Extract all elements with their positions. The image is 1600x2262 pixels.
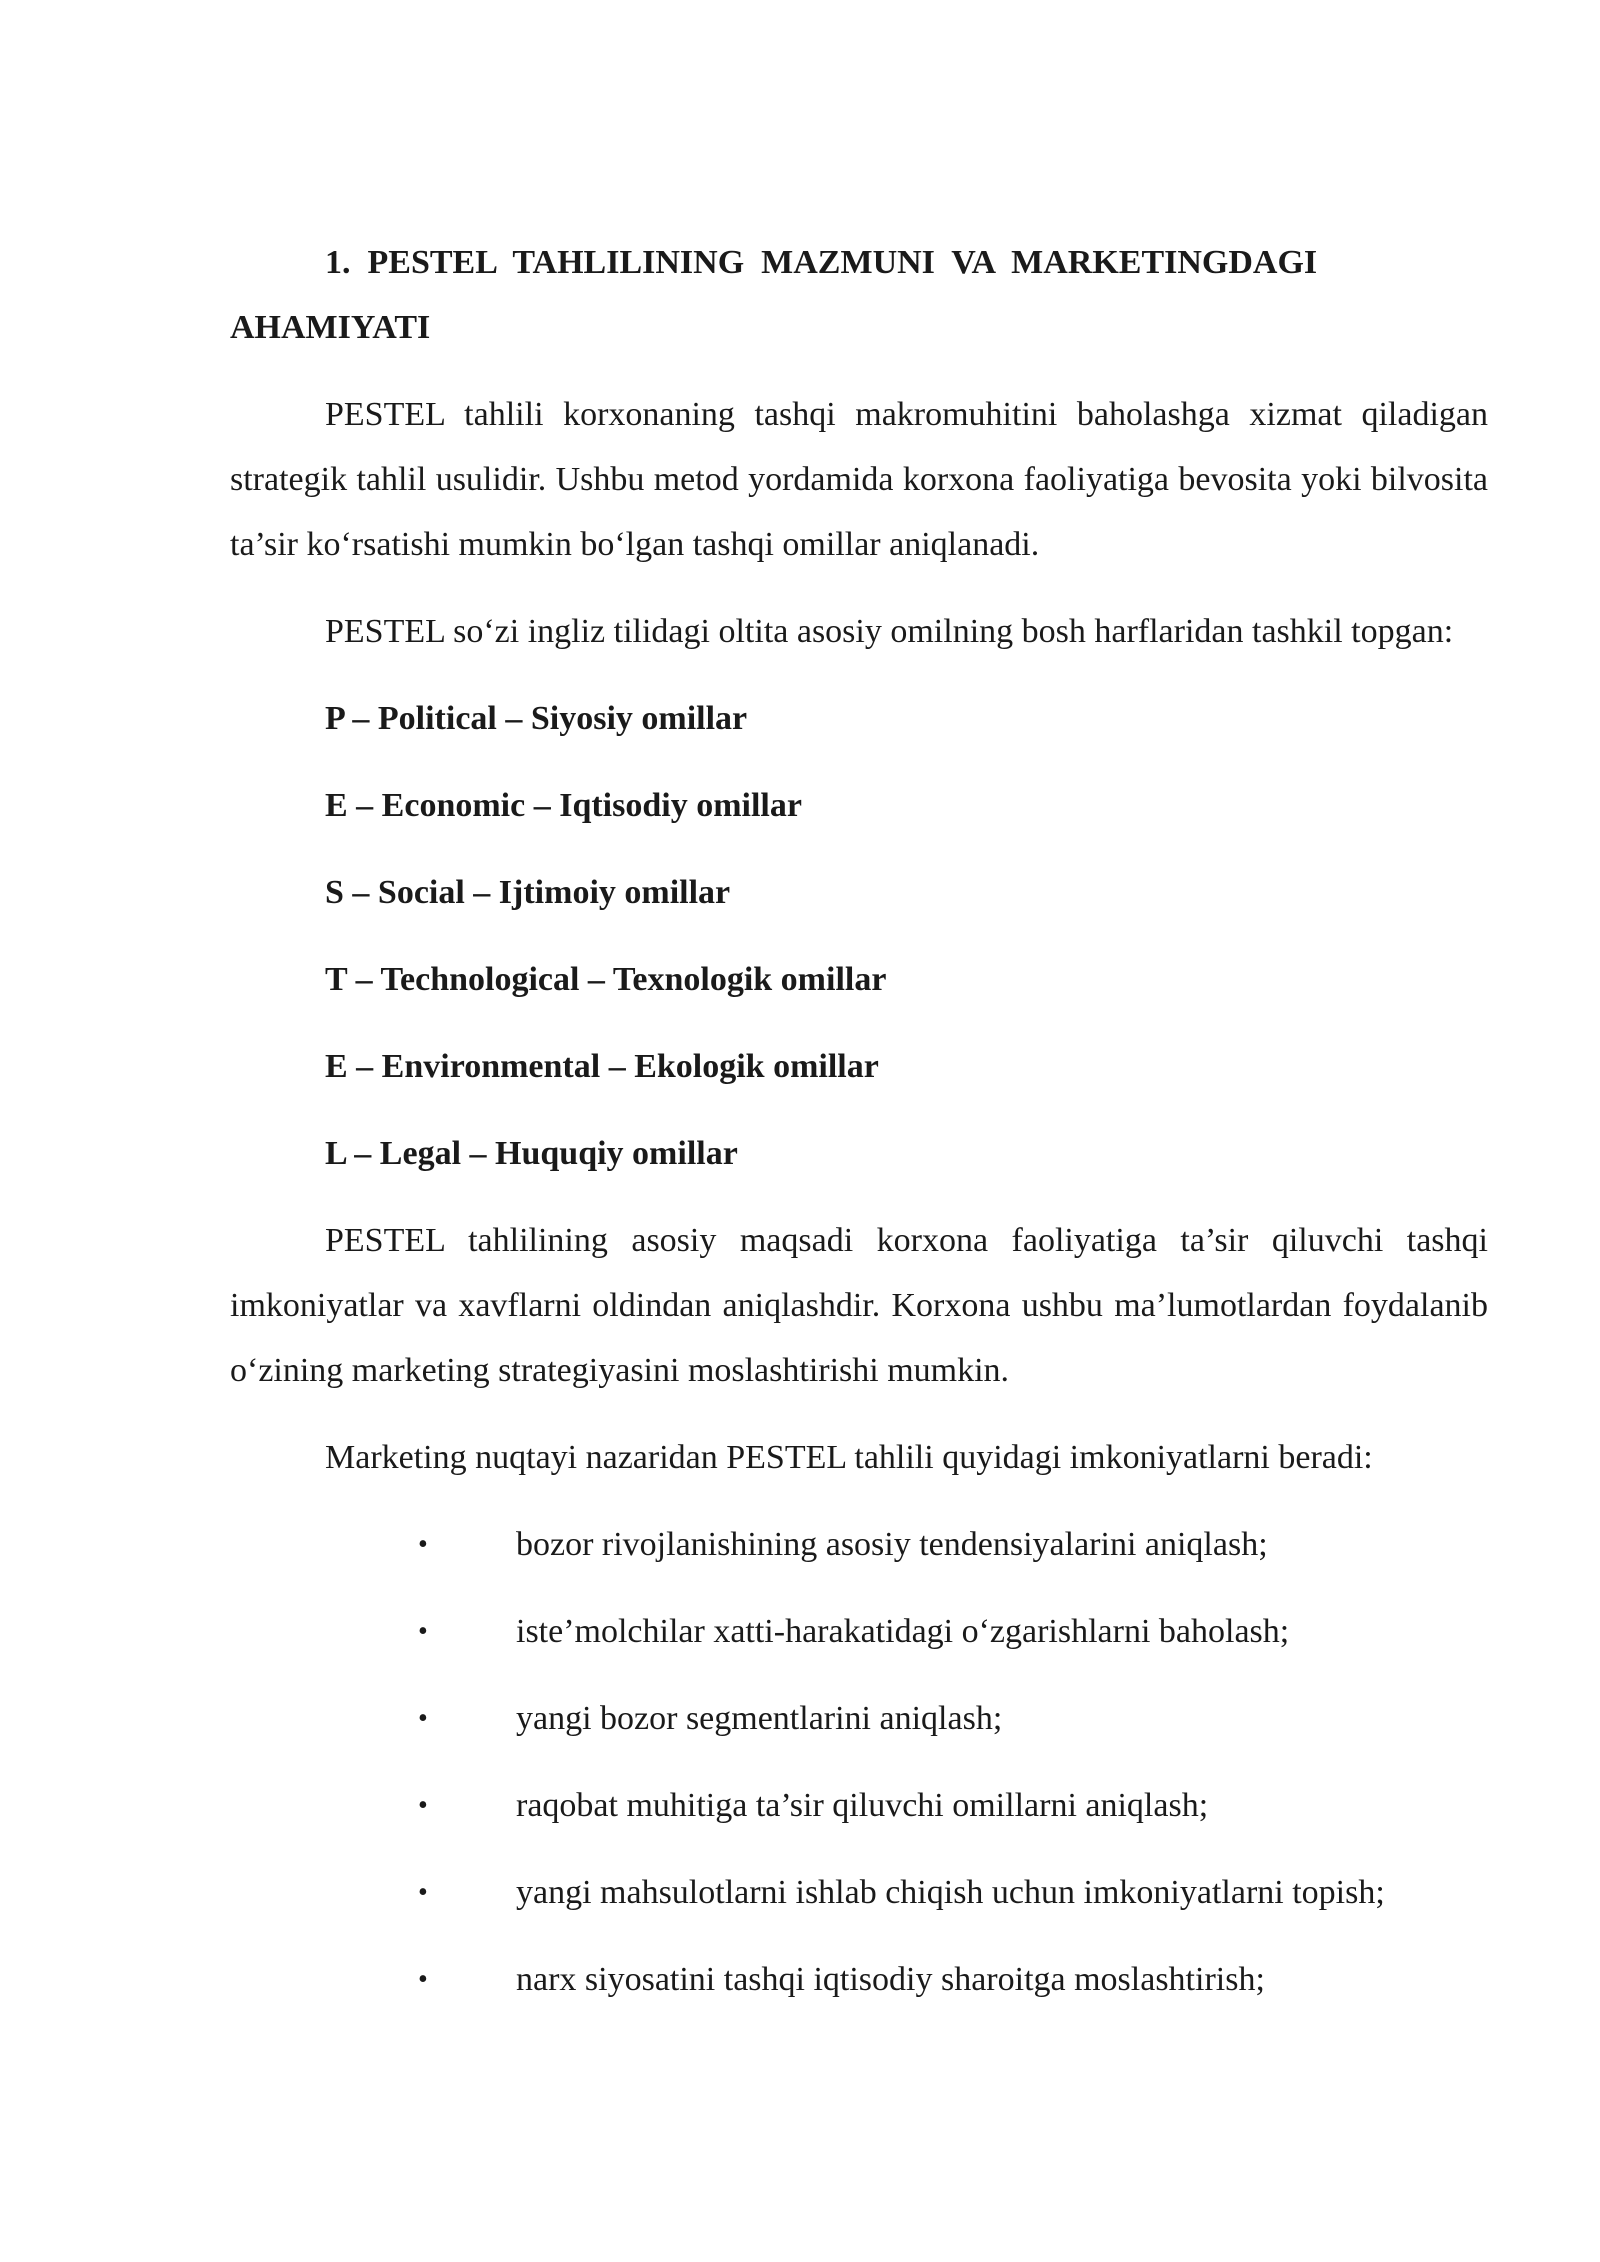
- list-item: [230, 1947, 1488, 2012]
- factor-environmental: E – Environmental – Ekologik omillar: [325, 1048, 879, 1085]
- bullet-icon: •: [418, 1529, 428, 1560]
- document-page: [230, 230, 1488, 2012]
- list-item-text: iste’molchilar xatti-harakatidagi o‘zgarishlarni baholash;: [516, 1613, 1290, 1650]
- factor-social: S – Social – Ijtimoiy omillar: [325, 874, 731, 911]
- paragraph-marketing-intro: Marketing nuqtayi nazaridan PESTEL tahlili quyidagi imkoniyatlarni beradi:: [325, 1439, 1373, 1476]
- section-heading: [230, 230, 1488, 360]
- list-item: [230, 1686, 1488, 1751]
- opportunities-list: [230, 1512, 1488, 2012]
- list-item-text: bozor rivojlanishining asosiy tendensiyalarini aniqlash;: [516, 1526, 1268, 1563]
- paragraph-purpose: PESTEL tahlilining asosiy maqsadi korxona faoliyatiga ta’sir qiluvchi tashqi imkoniyatlar va xavflarni oldindan aniqlashdir. Korxona ushbu ma’lumotlardan foydalanib o‘zining marketing strategiyasini moslashtirishi mumkin.: [230, 1222, 1488, 1389]
- paragraph-definition: PESTEL tahlili korxonaning tashqi makromuhitini baholashga xizmat qiladigan strategik tahlil usulidir. Ushbu metod yordamida korxona faoliyatiga bevosita yoki bilvosita ta’sir ko‘rsatishi mumkin bo‘lgan tashqi omillar aniqlanadi.: [230, 396, 1488, 563]
- bullet-icon: •: [418, 1703, 428, 1734]
- factor-political: P – Political – Siyosiy omillar: [325, 700, 748, 737]
- bullet-icon: •: [418, 1877, 428, 1908]
- list-item: [230, 1773, 1488, 1838]
- paragraph-acronym-intro: PESTEL so‘zi ingliz tilidagi oltita asosiy omilning bosh harflaridan tashkil topgan:: [325, 613, 1454, 650]
- list-item: [230, 1512, 1488, 1577]
- list-item-text: yangi bozor segmentlarini aniqlash;: [516, 1700, 1003, 1737]
- list-item: [230, 1860, 1488, 1925]
- list-item-text: yangi mahsulotlarni ishlab chiqish uchun imkoniyatlarni topish;: [516, 1874, 1385, 1911]
- bullet-icon: •: [418, 1616, 428, 1647]
- section-heading-line-2: AHAMIYATI: [230, 309, 431, 346]
- factor-economic: E – Economic – Iqtisodiy omillar: [325, 787, 802, 824]
- factor-legal: L – Legal – Huquqiy omillar: [325, 1135, 738, 1172]
- factor-technological: T – Technological – Texnologik omillar: [325, 961, 887, 998]
- bullet-icon: •: [418, 1790, 428, 1821]
- list-item-text: narx siyosatini tashqi iqtisodiy sharoitga moslashtirish;: [516, 1961, 1265, 1998]
- list-item: [230, 1599, 1488, 1664]
- bullet-icon: •: [418, 1964, 428, 1995]
- section-heading-line-1: 1. PESTEL TAHLILINING MAZMUNI VA MARKETINGDAGI: [325, 244, 1318, 281]
- list-item-text: raqobat muhitiga ta’sir qiluvchi omillarni aniqlash;: [516, 1787, 1209, 1824]
